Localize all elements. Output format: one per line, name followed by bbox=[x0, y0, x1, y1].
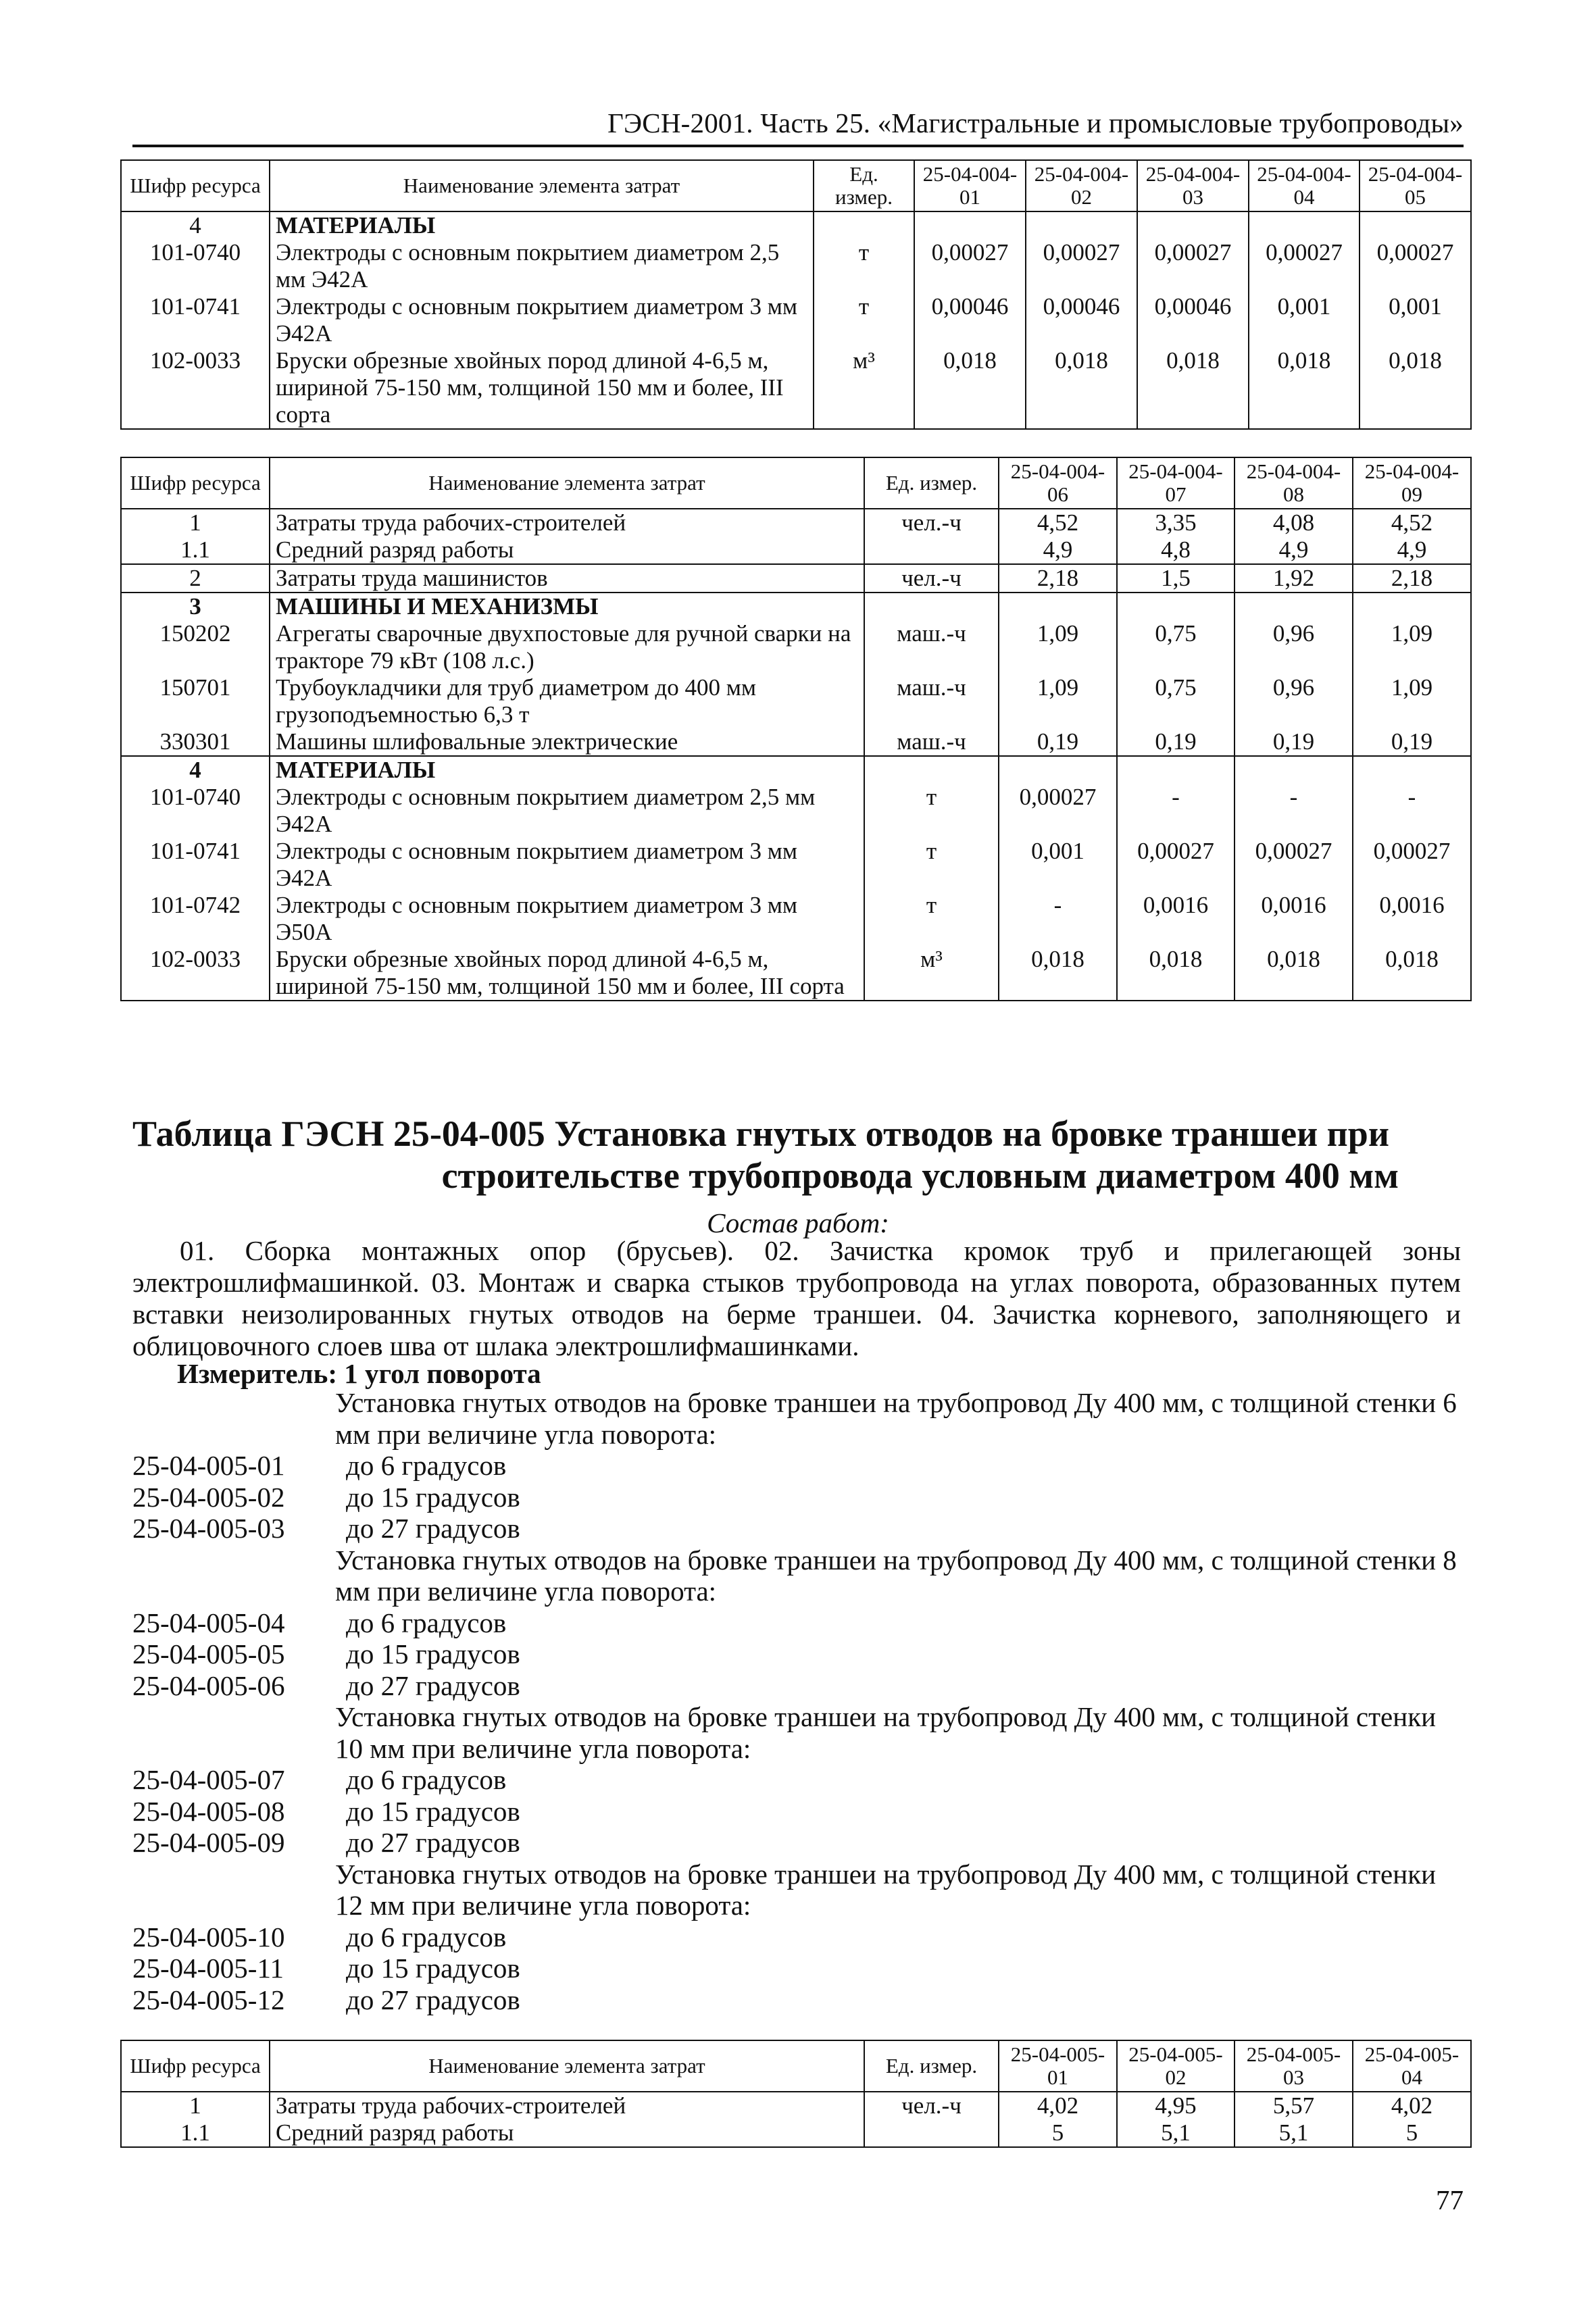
table-row bbox=[121, 892, 1471, 946]
cell-value: - bbox=[1117, 784, 1235, 838]
cell-value: 0,00027 bbox=[1249, 239, 1360, 293]
column-header: 25-04-005-03 bbox=[1235, 2040, 1353, 2092]
cell-code: 102-0033 bbox=[121, 347, 270, 429]
table-header-row bbox=[121, 2040, 1471, 2092]
cell-value: 4,9 bbox=[1235, 536, 1353, 564]
cell-value: 0,00027 bbox=[1360, 239, 1471, 293]
cell-value bbox=[1235, 593, 1353, 620]
column-header: Шифр ресурса bbox=[121, 2040, 270, 2092]
cell-value bbox=[1360, 211, 1471, 239]
cell-value: 5 bbox=[999, 2119, 1117, 2147]
norm-item-code: 25-04-005-06 bbox=[132, 1669, 285, 1701]
column-header: Ед. измер. bbox=[864, 457, 999, 509]
cell-code: 3 bbox=[121, 593, 270, 620]
column-header: Шифр ресурса bbox=[121, 160, 270, 211]
cell-value: 0,018 bbox=[1360, 347, 1471, 429]
cell-unit bbox=[814, 211, 914, 239]
cell-value: 1,09 bbox=[1353, 620, 1471, 674]
norm-item-code: 25-04-005-08 bbox=[132, 1795, 285, 1827]
cell-value: 0,00027 bbox=[1137, 239, 1249, 293]
cell-code: 4 bbox=[121, 756, 270, 784]
table-row bbox=[121, 211, 1471, 239]
cell-unit: т bbox=[864, 892, 999, 946]
cell-code: 102-0033 bbox=[121, 946, 270, 1001]
norms-table-005 bbox=[120, 2040, 1472, 2148]
cell-name: Электроды с основным покрытием диаметром 3 мм Э42А bbox=[270, 838, 864, 892]
cell-value bbox=[914, 211, 1026, 239]
cell-name: Агрегаты сварочные двухпостовые для ручной сварки на тракторе 79 кВт (108 л.с.) bbox=[270, 620, 864, 674]
cell-code: 2 bbox=[121, 564, 270, 593]
cell-name: Средний разряд работы bbox=[270, 2119, 864, 2147]
norm-item-description: до 15 градусов bbox=[346, 1481, 520, 1513]
cell-value bbox=[1117, 593, 1235, 620]
cell-unit: маш.-ч bbox=[864, 620, 999, 674]
cell-value: 0,00027 bbox=[1117, 838, 1235, 892]
cell-unit bbox=[864, 593, 999, 620]
cell-unit bbox=[864, 536, 999, 564]
norm-item bbox=[132, 1670, 1461, 1702]
norm-item-code: 25-04-005-03 bbox=[132, 1513, 285, 1544]
cell-value: 4,08 bbox=[1235, 509, 1353, 536]
cell-name: Машины шлифовальные электрические bbox=[270, 728, 864, 756]
norm-item-description: до 27 градусов bbox=[346, 1513, 520, 1544]
norm-item bbox=[132, 1827, 1461, 1859]
norm-item bbox=[132, 1607, 1461, 1639]
cell-value: 4,02 bbox=[1353, 2092, 1471, 2119]
column-header: Наименование элемента затрат bbox=[270, 457, 864, 509]
item-group-description: Установка гнутых отводов на бровке траншеи на трубопровод Ду 400 мм, с толщиной стенки 12 мм при величине угла поворота: bbox=[335, 1858, 1437, 1921]
table-row bbox=[121, 946, 1471, 1001]
cell-code: 4 bbox=[121, 211, 270, 239]
cell-value bbox=[1026, 211, 1137, 239]
cell-value: 0,00046 bbox=[1137, 293, 1249, 347]
composition-of-works-title: Состав работ: bbox=[707, 1207, 889, 1238]
cell-unit: маш.-ч bbox=[864, 674, 999, 728]
cell-value: 0,0016 bbox=[1353, 892, 1471, 946]
norms-table-continuation bbox=[120, 159, 1472, 430]
cell-code: 1.1 bbox=[121, 2119, 270, 2147]
cell-value: 4,8 bbox=[1117, 536, 1235, 564]
table-row bbox=[121, 509, 1471, 536]
cell-code: 1 bbox=[121, 2092, 270, 2119]
table-row bbox=[121, 347, 1471, 429]
norm-item bbox=[132, 1953, 1461, 1984]
column-header: 25-04-005-04 bbox=[1353, 2040, 1471, 2092]
table-row bbox=[121, 838, 1471, 892]
cell-value bbox=[999, 756, 1117, 784]
section-heading bbox=[132, 1113, 1457, 1197]
cell-value: 0,00027 bbox=[914, 239, 1026, 293]
header-rule bbox=[132, 145, 1464, 147]
cell-value: 0,96 bbox=[1235, 674, 1353, 728]
cell-value: 0,018 bbox=[914, 347, 1026, 429]
norm-item-code: 25-04-005-12 bbox=[132, 1984, 285, 2015]
cell-value: 0,00027 bbox=[1353, 838, 1471, 892]
cell-value: 3,35 bbox=[1117, 509, 1235, 536]
cell-name: Затраты труда машинистов bbox=[270, 564, 864, 593]
cell-value: 4,52 bbox=[999, 509, 1117, 536]
cell-unit: м³ bbox=[814, 347, 914, 429]
column-header: Наименование элемента затрат bbox=[270, 2040, 864, 2092]
cell-code: 101-0742 bbox=[121, 892, 270, 946]
norm-item bbox=[132, 1482, 1461, 1513]
cell-value: 0,001 bbox=[1360, 293, 1471, 347]
column-header: 25-04-004-04 bbox=[1249, 160, 1360, 211]
cell-name: МАТЕРИАЛЫ bbox=[270, 756, 864, 784]
section-heading-line-1: Таблица ГЭСН 25-04-005 Установка гнутых отводов на бровке траншеи при bbox=[132, 1113, 1389, 1154]
column-header: 25-04-004-01 bbox=[914, 160, 1026, 211]
column-header: Наименование элемента затрат bbox=[270, 160, 814, 211]
cell-value: 0,018 bbox=[1117, 946, 1235, 1001]
column-header: 25-04-004-09 bbox=[1353, 457, 1471, 509]
norm-item-code: 25-04-005-02 bbox=[132, 1481, 285, 1513]
section-heading-line-2: строительстве трубопровода условным диаметром 400 мм bbox=[441, 1155, 1399, 1196]
cell-value: 0,00027 bbox=[1235, 838, 1353, 892]
table-row bbox=[121, 564, 1471, 593]
norm-item-description: до 15 градусов bbox=[346, 1953, 520, 1984]
cell-value: 2,18 bbox=[1353, 564, 1471, 593]
table-row bbox=[121, 293, 1471, 347]
page-number: 77 bbox=[1436, 2184, 1464, 2215]
norm-item-description: до 6 градусов bbox=[346, 1450, 507, 1481]
table-row bbox=[121, 2092, 1471, 2119]
cell-unit: чел.-ч bbox=[864, 2092, 999, 2119]
table-row bbox=[121, 239, 1471, 293]
cell-value: 0,018 bbox=[1137, 347, 1249, 429]
column-header: 25-04-004-02 bbox=[1026, 160, 1137, 211]
column-header: 25-04-005-02 bbox=[1117, 2040, 1235, 2092]
cell-code: 150202 bbox=[121, 620, 270, 674]
cell-unit: чел.-ч bbox=[864, 509, 999, 536]
table-row bbox=[121, 674, 1471, 728]
table-row bbox=[121, 593, 1471, 620]
norm-item-description: до 27 градусов bbox=[346, 1827, 520, 1858]
norm-item-code: 25-04-005-04 bbox=[132, 1607, 285, 1638]
cell-value: 1,09 bbox=[1353, 674, 1471, 728]
cell-unit: маш.-ч bbox=[864, 728, 999, 756]
cell-name: Затраты труда рабочих-строителей bbox=[270, 509, 864, 536]
norm-item-description: до 15 градусов bbox=[346, 1638, 520, 1669]
cell-name: МАТЕРИАЛЫ bbox=[270, 211, 814, 239]
composition-of-works-text: 01. Сборка монтажных опор (брусьев). 02. Зачистка кромок труб и прилегающей зоны электрошлифмашинкой. 03. Монтаж и сварка стыков трубопровода на углах поворота, образованных путем вставки неизолированных гнутых отводов на берме траншеи. 04. Зачистка корневого, заполняющего и облицовочного слоев шва от шлака электрошлифмашинками. bbox=[132, 1235, 1461, 1361]
cell-value: 0,0016 bbox=[1235, 892, 1353, 946]
norm-item-code: 25-04-005-11 bbox=[132, 1953, 284, 1984]
cell-value: 1,5 bbox=[1117, 564, 1235, 593]
cell-unit: т bbox=[864, 838, 999, 892]
norm-items-list bbox=[132, 1387, 1461, 2015]
cell-value bbox=[1249, 211, 1360, 239]
norm-item-description: до 27 градусов bbox=[346, 1984, 520, 2015]
cell-name: Электроды с основным покрытием диаметром 3 мм Э42А bbox=[270, 293, 814, 347]
table-header-row bbox=[121, 457, 1471, 509]
cell-value: 0,00046 bbox=[1026, 293, 1137, 347]
cell-value bbox=[1353, 593, 1471, 620]
cell-value: 0,018 bbox=[999, 946, 1117, 1001]
column-header: 25-04-004-06 bbox=[999, 457, 1117, 509]
table-row bbox=[121, 728, 1471, 756]
column-header: 25-04-004-07 bbox=[1117, 457, 1235, 509]
norm-item-code: 25-04-005-05 bbox=[132, 1638, 285, 1669]
cell-value bbox=[999, 593, 1117, 620]
cell-unit: т bbox=[814, 293, 914, 347]
norm-item bbox=[132, 1450, 1461, 1482]
table-row bbox=[121, 756, 1471, 784]
cell-name: Трубоукладчики для труб диаметром до 400 мм грузоподъемностью 6,3 т bbox=[270, 674, 864, 728]
cell-value: 4,02 bbox=[999, 2092, 1117, 2119]
cell-value: 5,1 bbox=[1235, 2119, 1353, 2147]
cell-value: 0,018 bbox=[1353, 946, 1471, 1001]
table-row bbox=[121, 2119, 1471, 2147]
table-row bbox=[121, 620, 1471, 674]
cell-value: 2,18 bbox=[999, 564, 1117, 593]
cell-value: 1,92 bbox=[1235, 564, 1353, 593]
cell-value: 0,018 bbox=[1235, 946, 1353, 1001]
column-header: Ед. измер. bbox=[864, 2040, 999, 2092]
cell-unit: т bbox=[814, 239, 914, 293]
cell-value bbox=[1137, 211, 1249, 239]
cell-value: 0,001 bbox=[999, 838, 1117, 892]
cell-unit bbox=[864, 756, 999, 784]
cell-value: 1,09 bbox=[999, 620, 1117, 674]
norm-item-description: до 6 градусов bbox=[346, 1607, 507, 1638]
norm-item-description: до 15 градусов bbox=[346, 1795, 520, 1827]
item-group-description: Установка гнутых отводов на бровке траншеи на трубопровод Ду 400 мм, с толщиной стенки 8 мм при величине угла поворота: bbox=[335, 1544, 1457, 1607]
cell-value: 0,19 bbox=[999, 728, 1117, 756]
column-header: 25-04-004-03 bbox=[1137, 160, 1249, 211]
cell-value: 4,9 bbox=[1353, 536, 1471, 564]
cell-code: 101-0741 bbox=[121, 293, 270, 347]
norm-item bbox=[132, 1984, 1461, 2016]
cell-unit: чел.-ч bbox=[864, 564, 999, 593]
cell-value: 1,09 bbox=[999, 674, 1117, 728]
cell-value: 0,96 bbox=[1235, 620, 1353, 674]
cell-value: - bbox=[999, 892, 1117, 946]
cell-value: 0,19 bbox=[1353, 728, 1471, 756]
cell-name: Бруски обрезные хвойных пород длиной 4-6,5 м, шириной 75-150 мм, толщиной 150 мм и более, III сорта bbox=[270, 347, 814, 429]
norm-item-description: до 6 градусов bbox=[346, 1921, 507, 1953]
cell-code: 1.1 bbox=[121, 536, 270, 564]
cell-name: Бруски обрезные хвойных пород длиной 4-6,5 м, шириной 75-150 мм, толщиной 150 мм и более, III сорта bbox=[270, 946, 864, 1001]
cell-value: 5,1 bbox=[1117, 2119, 1235, 2147]
cell-value bbox=[1117, 756, 1235, 784]
norm-item bbox=[132, 1921, 1461, 1953]
table-row bbox=[121, 784, 1471, 838]
cell-value: 0,018 bbox=[1026, 347, 1137, 429]
running-header: ГЭСН-2001. Часть 25. «Магистральные и промысловые трубопроводы» bbox=[607, 107, 1464, 139]
cell-value: 0,00027 bbox=[1026, 239, 1137, 293]
cell-name: Средний разряд работы bbox=[270, 536, 864, 564]
norm-item bbox=[132, 1638, 1461, 1670]
table-header-row bbox=[121, 160, 1471, 211]
cell-name: Электроды с основным покрытием диаметром 2,5 мм Э42А bbox=[270, 784, 864, 838]
unit-of-measure: Измеритель: 1 угол поворота bbox=[177, 1358, 541, 1389]
column-header: 25-04-005-01 bbox=[999, 2040, 1117, 2092]
cell-value: 5,57 bbox=[1235, 2092, 1353, 2119]
cell-value: 0,00027 bbox=[999, 784, 1117, 838]
norm-item-code: 25-04-005-07 bbox=[132, 1764, 285, 1795]
cell-value: 4,52 bbox=[1353, 509, 1471, 536]
cell-value: 0,19 bbox=[1235, 728, 1353, 756]
norm-item-description: до 6 градусов bbox=[346, 1764, 507, 1795]
cell-unit: м³ bbox=[864, 946, 999, 1001]
cell-value bbox=[1235, 756, 1353, 784]
norm-item-code: 25-04-005-09 bbox=[132, 1827, 285, 1858]
norm-item bbox=[132, 1796, 1461, 1828]
cell-value bbox=[1353, 756, 1471, 784]
cell-value: 4,9 bbox=[999, 536, 1117, 564]
cell-code: 150701 bbox=[121, 674, 270, 728]
cell-code: 330301 bbox=[121, 728, 270, 756]
cell-unit bbox=[864, 2119, 999, 2147]
item-group-description: Установка гнутых отводов на бровке траншеи на трубопровод Ду 400 мм, с толщиной стенки 10 мм при величине угла поворота: bbox=[335, 1701, 1437, 1764]
column-header: Шифр ресурса bbox=[121, 457, 270, 509]
cell-name: Электроды с основным покрытием диаметром 2,5 мм Э42А bbox=[270, 239, 814, 293]
norms-table-004 bbox=[120, 457, 1472, 1001]
norm-item-description: до 27 градусов bbox=[346, 1669, 520, 1701]
cell-code: 101-0740 bbox=[121, 784, 270, 838]
column-header: Ед. измер. bbox=[814, 160, 914, 211]
cell-value: 0,75 bbox=[1117, 620, 1235, 674]
cell-value: 0,018 bbox=[1249, 347, 1360, 429]
cell-value: 0,75 bbox=[1117, 674, 1235, 728]
cell-value: - bbox=[1235, 784, 1353, 838]
cell-unit: т bbox=[864, 784, 999, 838]
cell-value: 0,001 bbox=[1249, 293, 1360, 347]
cell-code: 101-0740 bbox=[121, 239, 270, 293]
cell-name: Затраты труда рабочих-строителей bbox=[270, 2092, 864, 2119]
norm-item-code: 25-04-005-10 bbox=[132, 1921, 285, 1953]
column-header: 25-04-004-05 bbox=[1360, 160, 1471, 211]
table-row bbox=[121, 536, 1471, 564]
cell-value: 0,0016 bbox=[1117, 892, 1235, 946]
item-group-description: Установка гнутых отводов на бровке траншеи на трубопровод Ду 400 мм, с толщиной стенки 6 мм при величине угла поворота: bbox=[335, 1387, 1457, 1450]
norm-item-code: 25-04-005-01 bbox=[132, 1450, 285, 1481]
column-header: 25-04-004-08 bbox=[1235, 457, 1353, 509]
cell-name: Электроды с основным покрытием диаметром 3 мм Э50А bbox=[270, 892, 864, 946]
cell-value: 4,95 bbox=[1117, 2092, 1235, 2119]
cell-name: МАШИНЫ И МЕХАНИЗМЫ bbox=[270, 593, 864, 620]
cell-value: - bbox=[1353, 784, 1471, 838]
cell-code: 1 bbox=[121, 509, 270, 536]
norm-item bbox=[132, 1513, 1461, 1544]
cell-value: 0,19 bbox=[1117, 728, 1235, 756]
cell-value: 0,00046 bbox=[914, 293, 1026, 347]
cell-value: 5 bbox=[1353, 2119, 1471, 2147]
cell-code: 101-0741 bbox=[121, 838, 270, 892]
norm-item bbox=[132, 1764, 1461, 1796]
